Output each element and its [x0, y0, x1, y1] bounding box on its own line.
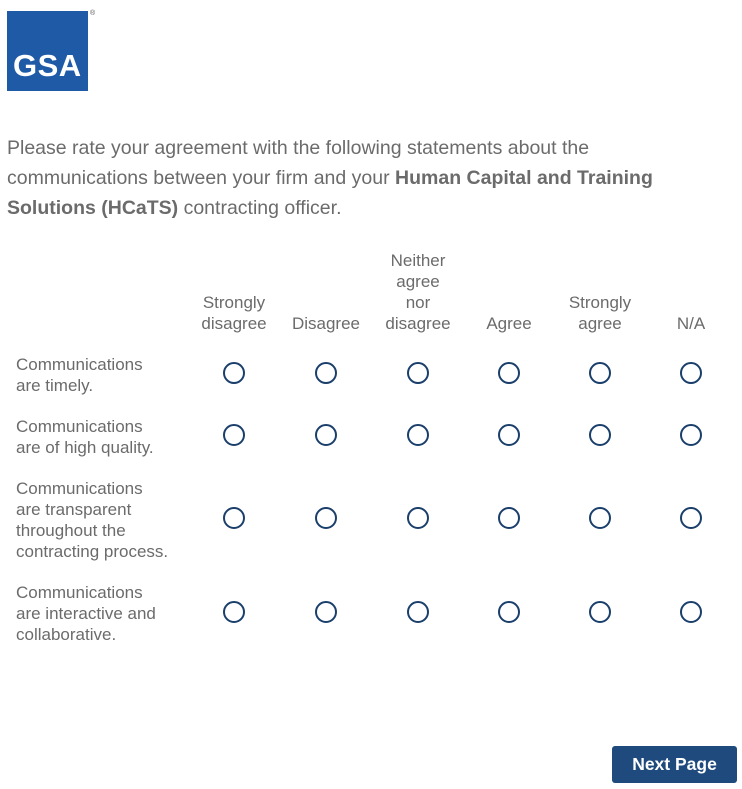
- statement-label-line: Communications: [16, 583, 143, 602]
- next-page-button[interactable]: Next Page: [612, 746, 737, 783]
- rating-radio[interactable]: [407, 424, 429, 446]
- statement-label-line: Communications: [16, 355, 143, 374]
- rating-radio[interactable]: [315, 507, 337, 529]
- column-header-line: Disagree: [291, 314, 361, 333]
- question-bold: Human Capital and Training Solutions (HCaTS): [7, 167, 653, 219]
- column-header: [281, 313, 371, 334]
- question-part2: contracting officer.: [178, 197, 342, 219]
- rating-radio[interactable]: [589, 424, 611, 446]
- rating-radio[interactable]: [498, 601, 520, 623]
- rating-radio[interactable]: [223, 507, 245, 529]
- statement-label-line: Communications: [16, 417, 143, 436]
- column-header-line: disagree: [385, 314, 451, 333]
- question-part1: Please rate your agreement with the following statements about the communications between your firm and your: [7, 137, 590, 189]
- rating-radio[interactable]: [407, 362, 429, 384]
- statement-label: [16, 478, 186, 562]
- statement-label-line: collaborative.: [16, 625, 117, 644]
- gsa-logo: [7, 11, 88, 91]
- column-header: [189, 292, 279, 334]
- rating-radio[interactable]: [589, 507, 611, 529]
- column-header-line: N/A: [676, 314, 706, 333]
- statement-label: [16, 416, 186, 458]
- column-header-line: disagree: [201, 314, 267, 333]
- rating-radio[interactable]: [589, 601, 611, 623]
- statement-label: [16, 354, 186, 396]
- rating-radio[interactable]: [315, 424, 337, 446]
- rating-radio[interactable]: [680, 424, 702, 446]
- rating-radio[interactable]: [680, 507, 702, 529]
- column-header: [646, 313, 736, 334]
- column-header-line: Neither: [390, 251, 446, 270]
- rating-radio[interactable]: [680, 601, 702, 623]
- column-header-line: Agree: [486, 314, 532, 333]
- statement-label-line: are interactive and: [16, 604, 156, 623]
- statement-label: [16, 582, 186, 645]
- column-header-line: nor: [405, 293, 431, 312]
- rating-radio[interactable]: [223, 362, 245, 384]
- rating-radio[interactable]: [498, 507, 520, 529]
- rating-radio[interactable]: [407, 601, 429, 623]
- statement-label-line: are of high quality.: [16, 438, 154, 457]
- rating-radio[interactable]: [223, 424, 245, 446]
- column-header-line: agree: [396, 272, 440, 291]
- statement-label-line: are transparent: [16, 500, 132, 519]
- column-header-line: Strongly: [202, 293, 266, 312]
- rating-radio[interactable]: [498, 424, 520, 446]
- statement-label-line: contracting process.: [16, 542, 169, 561]
- statement-label-line: are timely.: [16, 376, 94, 395]
- column-header-line: Strongly: [568, 293, 632, 312]
- column-header: [555, 292, 645, 334]
- rating-radio[interactable]: [315, 601, 337, 623]
- rating-radio[interactable]: [315, 362, 337, 384]
- column-header-line: agree: [578, 314, 622, 333]
- registered-mark: ®: [90, 10, 96, 17]
- statement-label-line: throughout the: [16, 521, 126, 540]
- rating-radio[interactable]: [498, 362, 520, 384]
- statement-label-line: Communications: [16, 479, 143, 498]
- gsa-logo-text: GSA: [13, 48, 82, 83]
- rating-radio[interactable]: [407, 507, 429, 529]
- column-header: [373, 250, 463, 334]
- rating-radio[interactable]: [223, 601, 245, 623]
- rating-radio[interactable]: [589, 362, 611, 384]
- column-header: [464, 313, 554, 334]
- question-text: [7, 133, 707, 223]
- rating-radio[interactable]: [680, 362, 702, 384]
